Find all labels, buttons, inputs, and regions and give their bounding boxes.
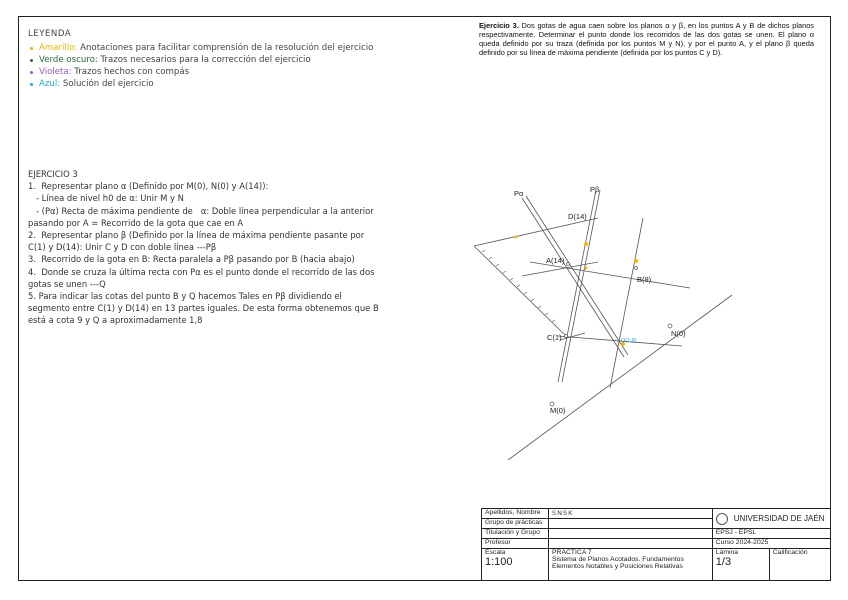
tales-tick (524, 292, 527, 294)
tales-tick (531, 299, 534, 301)
lamina-value: 1/3 (715, 556, 732, 568)
lamina-cell (712, 549, 769, 581)
tales-tick (545, 313, 548, 315)
apellidos-label: Apellidos, Nombre (482, 509, 549, 519)
legend-color-name: Violeta: (39, 67, 72, 77)
label-q: Q(1.8) (621, 338, 637, 344)
label-n0: N(0) (671, 329, 686, 338)
p-alpha-line (522, 198, 624, 357)
trace-line-mn (508, 295, 732, 460)
legend-color-name: Azul: (39, 79, 61, 89)
grupo-value (549, 519, 713, 529)
practica-cell (549, 549, 713, 581)
step-line: - Línea de nivel h0 de α: Unir M y N (28, 193, 184, 204)
tales-tick (552, 320, 555, 322)
steps-heading: EJERCICIO 3 (28, 169, 78, 179)
escala-cell (482, 549, 549, 581)
legend-text: Anotaciones para facilitar comprensión de la resolución del ejercicio (80, 43, 374, 53)
practica-line1: Sistema de Planos Acotados. Fundamentos (552, 556, 684, 563)
annotation-mark (515, 236, 518, 239)
practica-line2: Elementos Notables y Posiciones Relativas (552, 563, 683, 570)
step-line: 1. Representar plano α (Definido por M(0), N(0) y A(14)): (28, 181, 269, 192)
legend-text: Trazos necesarios para la corrección del ejercicio (100, 55, 311, 65)
annotation-mark (634, 259, 638, 263)
legend-text: Trazos hechos con compás (74, 67, 190, 77)
legend-color-name: Amarillo: (39, 43, 78, 53)
university-logo-icon (716, 513, 728, 525)
titulacion-label: Titulación y Grupo (482, 529, 549, 539)
legend-title: LEYENDA (28, 29, 72, 39)
university-cell (712, 509, 830, 529)
label-p-alpha: Pα (514, 189, 524, 198)
label-p-beta: Pβ (590, 185, 600, 194)
label-d14: D(14) (568, 212, 587, 221)
statement-label: Ejercicio 3. (479, 21, 519, 30)
calificacion-label: Calificación (772, 549, 808, 556)
label-b: B(9) (637, 275, 652, 284)
legend-text: Solución del ejercicio (62, 79, 154, 89)
calificacion-cell (769, 549, 830, 581)
label-a14: A(14) (546, 256, 565, 265)
point-a14 (567, 263, 570, 266)
title-block (481, 508, 831, 581)
annotation-mark (585, 267, 588, 270)
tales-tick (510, 278, 513, 280)
grupo-label: Grupo de prácticas (482, 519, 549, 529)
statement-text: Dos gotas de agua caen sobre los planos α y β, en los puntos A y B de dichos planos respectivamente. Determinar el punto donde los recorridos de las dos gotas se unen. El plano α queda definido por su traza (definida por los puntos M y N), y por el punto A, y el plano β queda definido por su línea de máxima pendiente (definida por los puntos C y D). (479, 21, 815, 57)
escala-value: 1:100 (485, 556, 513, 568)
legend-color-name: Verde oscuro: (39, 55, 98, 65)
curso-value: Curso 2024-2025 (712, 539, 830, 549)
helper-line (474, 218, 598, 246)
annotation-mark (584, 242, 588, 246)
helper-line (530, 262, 690, 288)
lamina-label: Lámina (715, 549, 739, 556)
titulacion-empty (549, 529, 713, 539)
tales-tick (538, 306, 541, 308)
step-line: 4. Donde se cruza la última recta con Pα es el punto donde el recorrido de las dos gotas se unen ---Q (28, 266, 378, 289)
tales-tick (517, 285, 520, 287)
step-line: 5. Para indicar las cotas del punto B y Q hacemos Tales en Pβ dividiendo el segmento entre C(1) y D(14) en 13 partes iguales. De esta forma obtenemos que B está a cota 9 y Q a aproximadamente 1,8 (28, 291, 382, 326)
step-line: 3. Recorrido de la gota en B: Recta paralela a Pβ pasando por B (hacia abajo) (28, 254, 355, 265)
titulacion-value: EPSJ - EPSL (712, 529, 830, 539)
point-n0 (668, 324, 672, 328)
tales-tick (482, 250, 485, 252)
tales-tick (503, 271, 506, 273)
step-line: 2. Representar plano β (Definido por la línea de máxima pendiente pasante por C(1) y D(14): Unir C y D con doble línea ---Pβ (28, 230, 367, 253)
university-name: UNIVERSIDAD DE JAÉN (733, 513, 825, 523)
apellidos-value: SNSK (549, 509, 713, 519)
tales-tick (489, 257, 492, 259)
label-m0: M(0) (550, 406, 566, 415)
escala-label: Escala (485, 549, 506, 556)
profesor-value (549, 539, 713, 549)
point-c1 (565, 335, 568, 338)
step-line: - (Pα) Recta de máxima pendiente de α: Doble línea perpendicular a la anterior pasando por A = Recorrido de la gota que cae en A (28, 205, 377, 228)
b-recorrido-line (610, 218, 643, 388)
label-c1: C(1) (547, 333, 562, 342)
point-b (635, 267, 638, 270)
profesor-label: Profesor (482, 539, 549, 549)
tales-tick (496, 264, 499, 266)
practica-title: PRÁCTICA 7 (552, 549, 592, 556)
